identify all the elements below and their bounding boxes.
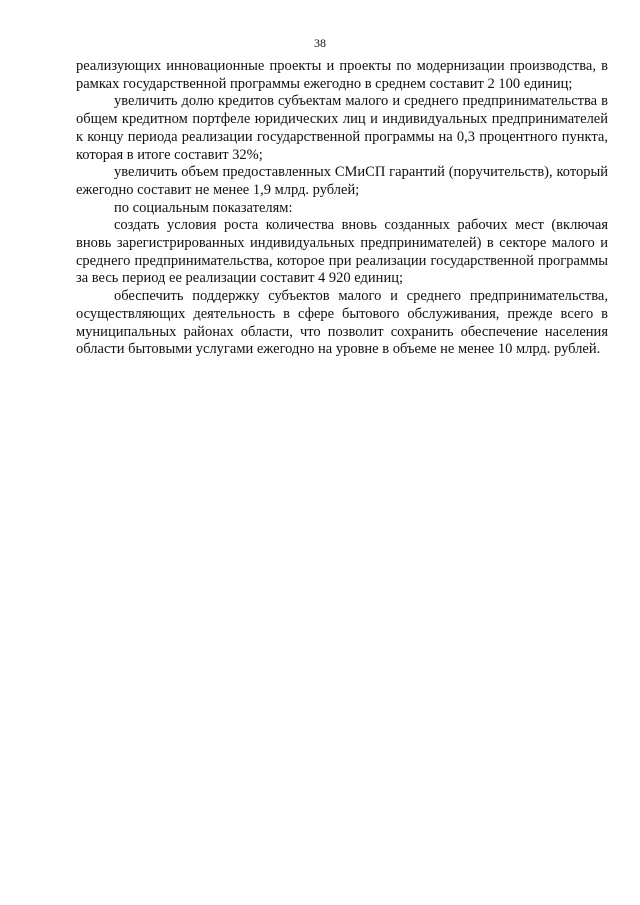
paragraph-consumer-services: обеспечить поддержку субъектов малого и среднего предпринимательства, осуществляющих деятельность в сфере бытового обслуживания, прежде всего в муниципальных районах области, что позволит сохранить обеспечение населения области бытовыми услугами ежегодно на уровне в объеме не менее 10 млрд. рублей. xyxy=(76,288,608,358)
paragraph-jobs: создать условия роста количества вновь созданных рабочих мест (включая вновь зарегистрированных индивидуальных предпринимателей) в секторе малого и среднего предпринимательства, которое при реализации государственной программы за весь период ее реализации составит 4 920 единиц; xyxy=(76,217,608,287)
paragraph-guarantees: увеличить объем предоставленных СМиСП гарантий (поручительств), который ежегодно составит не менее 1,9 млрд. рублей; xyxy=(76,164,608,198)
paragraph-social-heading: по социальным показателям: xyxy=(114,199,293,216)
page-number: 38 xyxy=(314,36,326,50)
document-body xyxy=(76,58,608,359)
paragraph-credit-share: увеличить долю кредитов субъектам малого и среднего предпринимательства в общем кредитном портфеле юридических лиц и индивидуальных предпринимателей к концу периода реализации государственной программы на 0,3 процентного пункта, которая в итоге составит 32%; xyxy=(76,93,608,163)
paragraph-continuation: реализующих инновационные проекты и проекты по модернизации производства, в рамках государственной программы ежегодно в среднем составит 2 100 единиц; xyxy=(76,58,608,92)
